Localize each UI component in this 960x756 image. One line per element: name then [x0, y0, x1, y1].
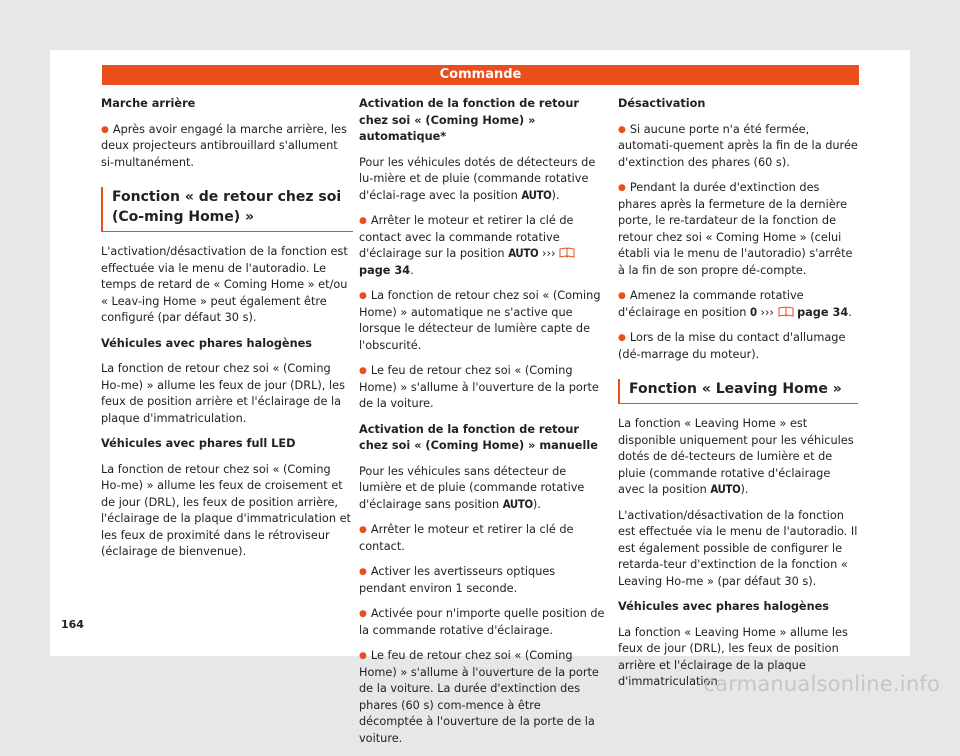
- bullet-reverse-gear: ● Après avoir engagé la marche arrière, les deux projecteurs antibrouillard s'allument si-multanément.: [101, 122, 353, 172]
- paragraph-full-led: La fonction de retour chez soi « (Coming Ho-me) » allume les feux de croisement et de jour (DRL), les feux de position arrière, l'éclairage de la plaque d'immatriculation et les feux de proximité dans le rétroviseur (éclairage de bienvenue).: [101, 462, 351, 558]
- heading-full-led: Véhicules avec phares full LED: [101, 437, 296, 450]
- column-middle: [359, 96, 605, 756]
- bullet-auto-darkness: ● La fonction de retour chez soi « (Coming Home) » automatique ne s'active que lorsque le détecteur de lumière capte de l'obscurité.: [359, 288, 605, 354]
- bullet-auto-door: ● Le feu de retour chez soi « (Coming Home) » s'allume à l'ouverture de la porte de la voiture.: [359, 363, 605, 413]
- bullet-any-position: ● Activée pour n'importe quelle position de la commande rotative d'éclairage.: [359, 606, 605, 639]
- bullet-deact-ignition: ● Lors de la mise du contact d'allumage (dé-marrage du moteur).: [618, 330, 858, 363]
- book-reference-icon: [778, 306, 794, 317]
- watermark: carmanualsonline.info: [703, 672, 940, 696]
- paragraph-halogen: La fonction de retour chez soi « (Coming Ho-me) » allume les feux de jour (DRL), les feux de position arrière et l'éclairage de la plaque d'immatriculation.: [101, 362, 345, 425]
- heading-reverse-gear: Marche arrière: [101, 97, 196, 110]
- bullet-deact-timer: ● Pendant la durée d'extinction des phares après la fermeture de la dernière porte, le re-tardateur de la fonction de retour chez soi « Coming Home » (celui établi via le menu de l'autoradio) s'arrête à la fin de son propre dé-compte.: [618, 180, 858, 279]
- heading-leaving-halogen: Véhicules avec phares halogènes: [618, 600, 830, 613]
- heading-manual-coming-home: Activation de la fonction de retour chez soi « (Coming Home) » manuelle: [359, 422, 598, 452]
- paragraph-leaving-intro: La fonction « Leaving Home » est disponible uniquement pour les véhicules dotés de dé-tecteurs de lumière et de pluie (commande rotative d'éclairage avec la position AUTO).: [618, 417, 854, 496]
- bullet-manual-door: ● Le feu de retour chez soi « (Coming Home) » s'allume à l'ouverture de la porte de la voiture. La durée d'extinction des phares (60 s) com-mence à être décomptée à l'ouverture de la porte de la voiture.: [359, 648, 605, 747]
- paragraph-activation: L'activation/désactivation de la fonction est effectuée via le menu de l'autoradio. Le temps de retard de « Coming Home » et/ou « Leav-ing Home » peut également être configuré (par défaut 30 s).: [101, 245, 348, 324]
- bullet-deact-position: ● Amenez la commande rotative d'éclairage en position 0 ››› page 34.: [618, 288, 858, 321]
- bullet-flash: ● Activer les avertisseurs optiques pendant environ 1 seconde.: [359, 564, 605, 597]
- page-number: 164: [61, 618, 84, 631]
- auto-symbol: AUTO: [521, 188, 552, 202]
- paragraph-auto-intro: Pour les véhicules dotés de détecteurs de lu-mière et de pluie (commande rotative d'éclai-rage avec la position AUTO).: [359, 155, 596, 202]
- book-reference-icon: [559, 247, 575, 258]
- section-header-bar: Commande: [102, 65, 859, 85]
- paragraph-leaving-halogen: La fonction « Leaving Home » allume les feux de jour (DRL), les feux de position arrière et l'éclairage de la plaque d'immatriculation.: [618, 625, 848, 688]
- column-right: [618, 96, 858, 700]
- section-title-leaving-home: Fonction « Leaving Home »: [618, 379, 858, 404]
- paragraph-leaving-config: L'activation/désactivation de la fonction est effectuée via le menu de l'autoradio. Il est également possible de configurer le retarda-teur d'extinction de la fonction « Leaving Ho-me » (par défaut 30 s).: [618, 508, 858, 588]
- heading-auto-coming-home: Activation de la fonction de retour chez soi « (Coming Home) » automatique*: [359, 97, 579, 143]
- heading-deactivation: Désactivation: [618, 97, 706, 110]
- page-reference-link[interactable]: page 34: [797, 305, 849, 319]
- paragraph-manual-intro: Pour les véhicules sans détecteur de lumière et de pluie (commande rotative d'éclairage sans position AUTO).: [359, 464, 585, 511]
- section-title-coming-home: Fonction « de retour chez soi (Co-ming Home) »: [101, 187, 353, 232]
- bullet-deact-no-door: ● Si aucune porte n'a été fermée, automati-quement après la fin de la durée d'extinction des phares (60 s).: [618, 122, 858, 172]
- bullet-stop-engine: ● Arrêter le moteur et retirer la clé de contact.: [359, 522, 605, 555]
- page-reference-link[interactable]: page 34: [359, 263, 411, 277]
- bullet-stop-engine-auto: ● Arrêter le moteur et retirer la clé de contact avec la commande rotative d'éclairage sur la position AUTO ››› page 34.: [359, 213, 605, 279]
- column-left: [101, 96, 353, 570]
- heading-halogen: Véhicules avec phares halogènes: [101, 336, 313, 350]
